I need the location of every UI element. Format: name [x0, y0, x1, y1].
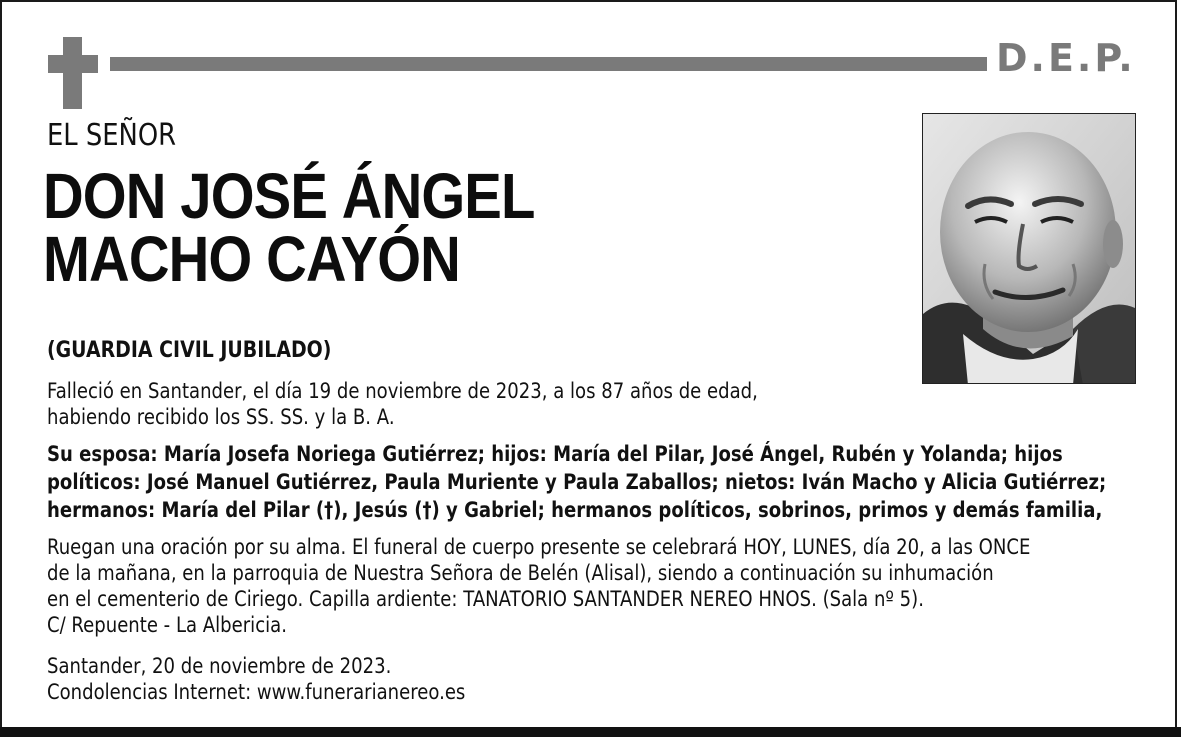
- name-line-2: MACHO CAYÓN: [43, 223, 460, 295]
- cross-horizontal-bar: [48, 55, 98, 73]
- family-paragraph: [47, 440, 1106, 524]
- header-rule: [110, 57, 987, 71]
- text-line: Su esposa: María Josefa Noriega Gutiérrez; hijos: María del Pilar, José Ángel, Rubén y Yolanda; hijos: [47, 442, 1063, 466]
- text-line: de la mañana, en la parroquia de Nuestra Señora de Belén (Alisal), siendo a continuación su inhumación: [47, 561, 994, 585]
- text-line: Ruegan una oración por su alma. El funeral de cuerpo presente se celebrará HOY, LUNES, día 20, a las ONCE: [47, 535, 1031, 559]
- text-line: Falleció en Santander, el día 19 de noviembre de 2023, a los 87 años de edad,: [47, 379, 758, 403]
- text-line: C/ Repuente - La Albericia.: [47, 613, 287, 637]
- place-date-line: Santander, 20 de noviembre de 2023.: [47, 654, 392, 678]
- text-line: hermanos: María del Pilar (†), Jesús (†) y Gabriel; hermanos políticos, sobrinos, primos y demás familia,: [47, 498, 1103, 522]
- text-line: en el cementerio de Ciriego. Capilla ardiente: TANATORIO SANTANDER NEREO HNOS. (Sala nº 5).: [47, 587, 924, 611]
- dep-label: D.E.P.: [996, 36, 1136, 80]
- portrait-illustration: [923, 114, 1136, 384]
- text-line: políticos: José Manuel Gutiérrez, Paula Muriente y Paula Zaballos; nietos: Iván Macho y Alicia Gutiérrez;: [47, 470, 1107, 494]
- cross-vertical-bar: [63, 37, 82, 109]
- honorific-title: EL SEÑOR: [47, 118, 177, 153]
- death-paragraph: [47, 378, 758, 430]
- occupation: (GUARDIA CIVIL JUBILADO): [47, 338, 332, 363]
- portrait-photo: [922, 113, 1136, 384]
- condolences-line: Condolencias Internet: www.funerarianereo.es: [47, 680, 466, 704]
- bottom-border-bar: [0, 727, 1181, 737]
- funeral-paragraph: [47, 534, 1030, 638]
- deceased-name: [43, 160, 535, 295]
- closing-paragraph: [47, 653, 465, 705]
- text-line: habiendo recibido los SS. SS. y la B. A.: [47, 405, 395, 429]
- name-line-1: DON JOSÉ ÁNGEL: [43, 160, 535, 232]
